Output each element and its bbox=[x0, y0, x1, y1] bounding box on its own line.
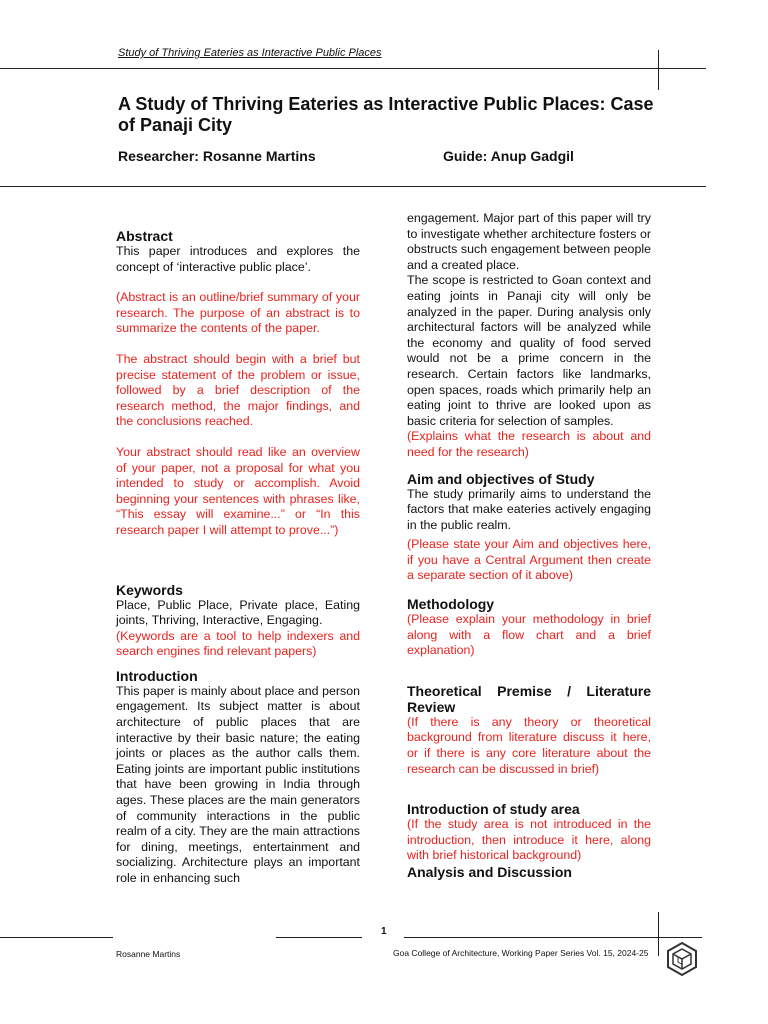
continued-text-1: engagement. Major part of this paper will try to investigate whether architecture fosters or obstructs such engagement between people and a created place. bbox=[407, 211, 651, 272]
college-logo-icon bbox=[664, 941, 700, 977]
continued-note: (Explains what the research is about and need for the research) bbox=[407, 429, 651, 459]
abstract-heading: Abstract bbox=[116, 228, 173, 244]
aim-note: (Please state your Aim and objectives here, if you have a Central Argument then create a separate section of it above) bbox=[407, 537, 651, 583]
guide-name: Guide: Anup Gadgil bbox=[443, 148, 574, 164]
running-header-title: Study of Thriving Eateries as Interactive Public Places bbox=[118, 47, 382, 59]
footer-series: Goa College of Architecture, Working Paper Series Vol. 15, 2024-25 bbox=[393, 948, 649, 958]
abstract-note-3: Your abstract should read like an overview of your paper, not a proposal for what you intended to study or accomplish. Avoid beginning your sentences with phrases like, “This essay will examine...” or “In this research paper I will attempt to prove...”) bbox=[116, 444, 360, 537]
abstract-text: This paper introduces and explores the concept of ‘interactive public place’. bbox=[116, 244, 360, 274]
footer-rule-left bbox=[0, 937, 113, 938]
researcher-name: Researcher: Rosanne Martins bbox=[118, 148, 316, 164]
introduction-heading: Introduction bbox=[116, 667, 198, 684]
title-rule bbox=[0, 186, 706, 187]
right-column bbox=[407, 211, 651, 880]
methodology-heading: Methodology bbox=[407, 596, 495, 613]
footer-tick bbox=[658, 912, 659, 956]
theory-heading: Theoretical Premise / Literature Review bbox=[407, 682, 651, 715]
introduction-text: This paper is mainly about place and person engagement. Its subject matter is about architecture of public places that are interactive by their basic nature; the eating joints or places as the author calls them. Eating joints are important public institutions that have been growing in India through ages. These places are the main generators of community interactions in the public realm of a city. They are the main attractions for dining, meetings, entertainment and socializing. Architecture plays an important role in enhancing such bbox=[116, 683, 360, 885]
header-tick bbox=[658, 50, 659, 90]
methodology-note: (Please explain your methodology in brief along with a flow chart and a brief explanation) bbox=[407, 612, 651, 658]
study-area-heading: Introduction of study area bbox=[407, 801, 580, 818]
page-number: 1 bbox=[381, 926, 387, 937]
keywords-note: (Keywords are a tool to help indexers and search engines find relevant papers) bbox=[116, 628, 360, 659]
study-area-note: (If the study area is not introduced in the introduction, then introduce it here, along with brief historical background) bbox=[407, 817, 651, 863]
abstract-note-1: (Abstract is an outline/brief summary of your research. The purpose of an abstract is to summarize the contents of the paper. bbox=[116, 290, 360, 336]
continued-text-2: The scope is restricted to Goan context and eating joints in Panaji city will only be analyzed in the paper. During analysis only architectural factors will be analyzed while the economy and quality of food served would not be a prime concern in the research. Certain factors like landmarks, open spaces, roads which primarily help an eating joint to thrive are looked upon as basic criteria for selection of samples. bbox=[407, 273, 651, 428]
header-rule bbox=[0, 68, 706, 69]
aim-heading: Aim and objectives of Study bbox=[407, 470, 595, 487]
theory-note: (If there is any theory or theoretical background from literature discuss it here, or if there is any core literature about the research can be discussed in brief) bbox=[407, 714, 651, 776]
keywords-text: Place, Public Place, Private place, Eating joints, Thriving, Interactive, Engaging. bbox=[116, 597, 360, 628]
keywords-heading: Keywords bbox=[116, 581, 183, 598]
abstract-note-2: The abstract should begin with a brief but precise statement of the problem or issue, followed by a brief description of the research method, the major findings, and the conclusions reached. bbox=[116, 351, 360, 429]
analysis-heading: Analysis and Discussion bbox=[407, 864, 572, 880]
footer-rule-mid bbox=[276, 937, 362, 938]
aim-text: The study primarily aims to understand the factors that make eateries actively engaging in the public realm. bbox=[407, 486, 651, 532]
paper-title: A Study of Thriving Eateries as Interactive Public Places: Case of Panaji City bbox=[118, 94, 654, 135]
left-column bbox=[116, 228, 360, 887]
footer-author: Rosanne Martins bbox=[116, 949, 181, 959]
